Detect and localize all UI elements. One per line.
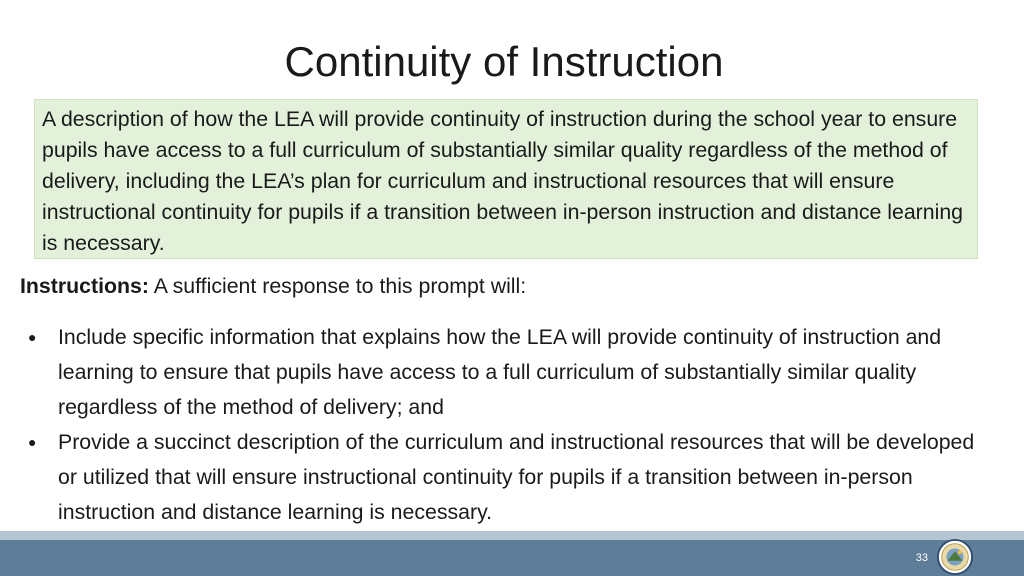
list-item — [22, 320, 982, 425]
footer-bar — [0, 540, 1024, 576]
footer-divider — [0, 531, 1024, 540]
bullet-text: Provide a succinct description of the curriculum and instructional resources that will be developed or utilized that will ensure instructional continuity for pupils if a transition between in-person instruction and distance learning is necessary. — [58, 430, 975, 524]
bullet-icon: ● — [28, 329, 37, 345]
seal-icon — [936, 538, 974, 576]
page-number: 33 — [915, 552, 928, 564]
list-item — [22, 425, 982, 530]
instructions-line — [20, 274, 526, 299]
instructions-text: A sufficient response to this prompt will: — [148, 274, 527, 298]
slide-title: Continuity of Instruction — [284, 38, 724, 85]
bullet-icon: ● — [28, 434, 37, 450]
bullet-text: Include specific information that explains how the LEA will provide continuity of instruction and learning to ensure that pupils have access to a full curriculum of substantially similar quality regardless of the method of delivery; and — [58, 325, 942, 419]
bullet-list — [22, 320, 982, 530]
prompt-box: A description of how the LEA will provide continuity of instruction during the school year to ensure pupils have access to a full curriculum of substantially similar quality regardless of the method of delivery, including the LEA’s plan for curriculum and instructional resources that will ensure instructional continuity for pupils if a transition between in-person instruction and distance learning is necessary. — [34, 99, 978, 259]
instructions-label: Instructions: — [20, 274, 149, 298]
